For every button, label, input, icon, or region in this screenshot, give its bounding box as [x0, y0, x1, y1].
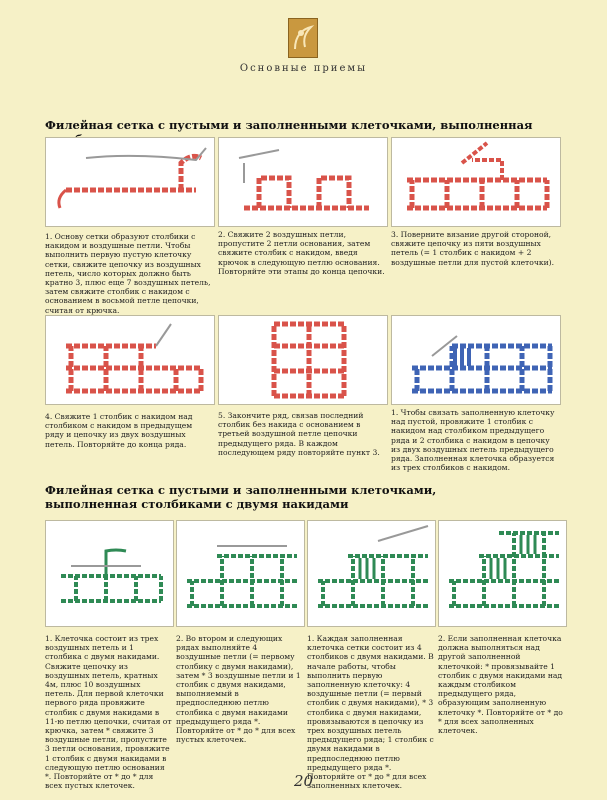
- step4-photo: [45, 315, 215, 405]
- step6-photo: [391, 315, 561, 405]
- step1-photo: [45, 137, 215, 227]
- step3-caption: 3. Поверните вязание другой стороной, свяжите цепочку из пяти воздушных петель (= 1 столбик с накидом + 2 воздушные петли для пустой клеточки).: [391, 230, 555, 267]
- step4-caption: 4. Свяжите 1 столбик с накидом над столбиком с накидом в предыдущем ряду и цепочку из двух воздушных петель. Повторяйте до конца ряда.: [45, 412, 193, 449]
- double-step4-photo: [438, 520, 567, 627]
- double-step4-caption: 2. Если заполненная клеточка должна выполняться над другой заполненной клеточкой: * провязывайте 1 столбик с двумя накидами над каждым столбиком предыдущего ряда, образующим заполненную клеточку *. Повторяйте от * до * для всех заполненных клеточек.: [438, 634, 563, 736]
- section2-title-line2: выполненная столбиками с двумя накидами: [45, 497, 349, 511]
- page-number: 20: [293, 772, 314, 790]
- section2-title-line1: Филейная сетка с пустыми и заполненными клеточками,: [45, 483, 437, 497]
- double-step3-photo: [307, 520, 436, 627]
- chapter-header: Основные приемы: [239, 63, 368, 74]
- double-step2-photo: [176, 520, 305, 627]
- section2-title: [45, 483, 575, 511]
- double-step3-caption: 1. Каждая заполненная клеточка сетки состоит из 4 столбиков с двумя накидами. В начале работы, чтобы выполнить первую заполненную клеточку: 4 воздушные петли (= первый столбик с двумя накидами), * 3 столбика с двумя накидами, провязываются в цепочку из трех воздушных петель предыдущего ряда; 1 столбик с двумя накидами в предпоследнюю петлю предыдущего ряда *. Повторяйте от * до * для всех заполненных клеточек.: [307, 634, 434, 791]
- step2-caption: 2. Свяжите 2 воздушных петли, пропустите 2 петли основания, затем свяжите столбик с накидом, введя крючок в следующую петлю основания. Повторяйте эти этапы до конца цепочки.: [218, 230, 385, 276]
- step2-photo: [218, 137, 388, 227]
- step1-caption: 1. Основу сетки образуют столбики с накидом и воздушные петли. Чтобы выполнить первую пустую клеточку сетки, свяжите цепочку из воздушных петель, число которых должно быть кратно 3, плюс еще 7 воздушных петель, затем свяжите столбик с накидом с основанием в восьмой петле цепочки, считая от крючка.: [45, 232, 211, 315]
- step6-caption: 1. Чтобы связать заполненную клеточку над пустой, провяжите 1 столбик с накидом над столбиком предыдущего ряда и 2 столбика с накидом в цепочку из двух воздушных петель предыдущего ряда. Заполненная клеточка образуется из трех столбиков с накидом.: [391, 408, 555, 473]
- step3-photo: [391, 137, 561, 227]
- publisher-logo: [288, 18, 318, 58]
- step5-caption: 5. Закончите ряд, связав последний столбик без накида с основанием в третьей воздушной петле цепочки предыдущего ряда. В каждом последующем ряду повторяйте пункт 3.: [218, 411, 380, 457]
- double-step2-caption: 2. Во втором и следующих рядах выполняйте 4 воздушные петли (= первому столбику с двумя накидами), затем * 3 воздушные петли и 1 столбик с двумя накидами, выполняемый в предпоследнюю петлю столбика с двумя накидами предыдущего ряда *. Повторяйте от * до * для всех пустых клеточек.: [176, 634, 301, 745]
- step5-photo: [218, 315, 388, 405]
- section1-title: Филейная сетка с пустыми и заполненными клеточками, выполненная: [45, 118, 533, 132]
- double-step1-photo: [45, 520, 174, 627]
- double-step1-caption: 1. Клеточка состоит из трех воздушных петель и 1 столбика с двумя накидами. Свяжите цепочку из воздушных петель, кратных 4м, плюс 10 воздушных петель. Для первой клеточки первого ряда провяжите столбик с двумя накидами в 11-ю петлю цепочки, считая от крючка, затем * свяжите 3 воздушные петли, пропустите 3 петли основания, провяжите 1 столбик с двумя накидами в следующую петлю основания *. Повторяйте от * до * для всех пустых клеточек.: [45, 634, 172, 791]
